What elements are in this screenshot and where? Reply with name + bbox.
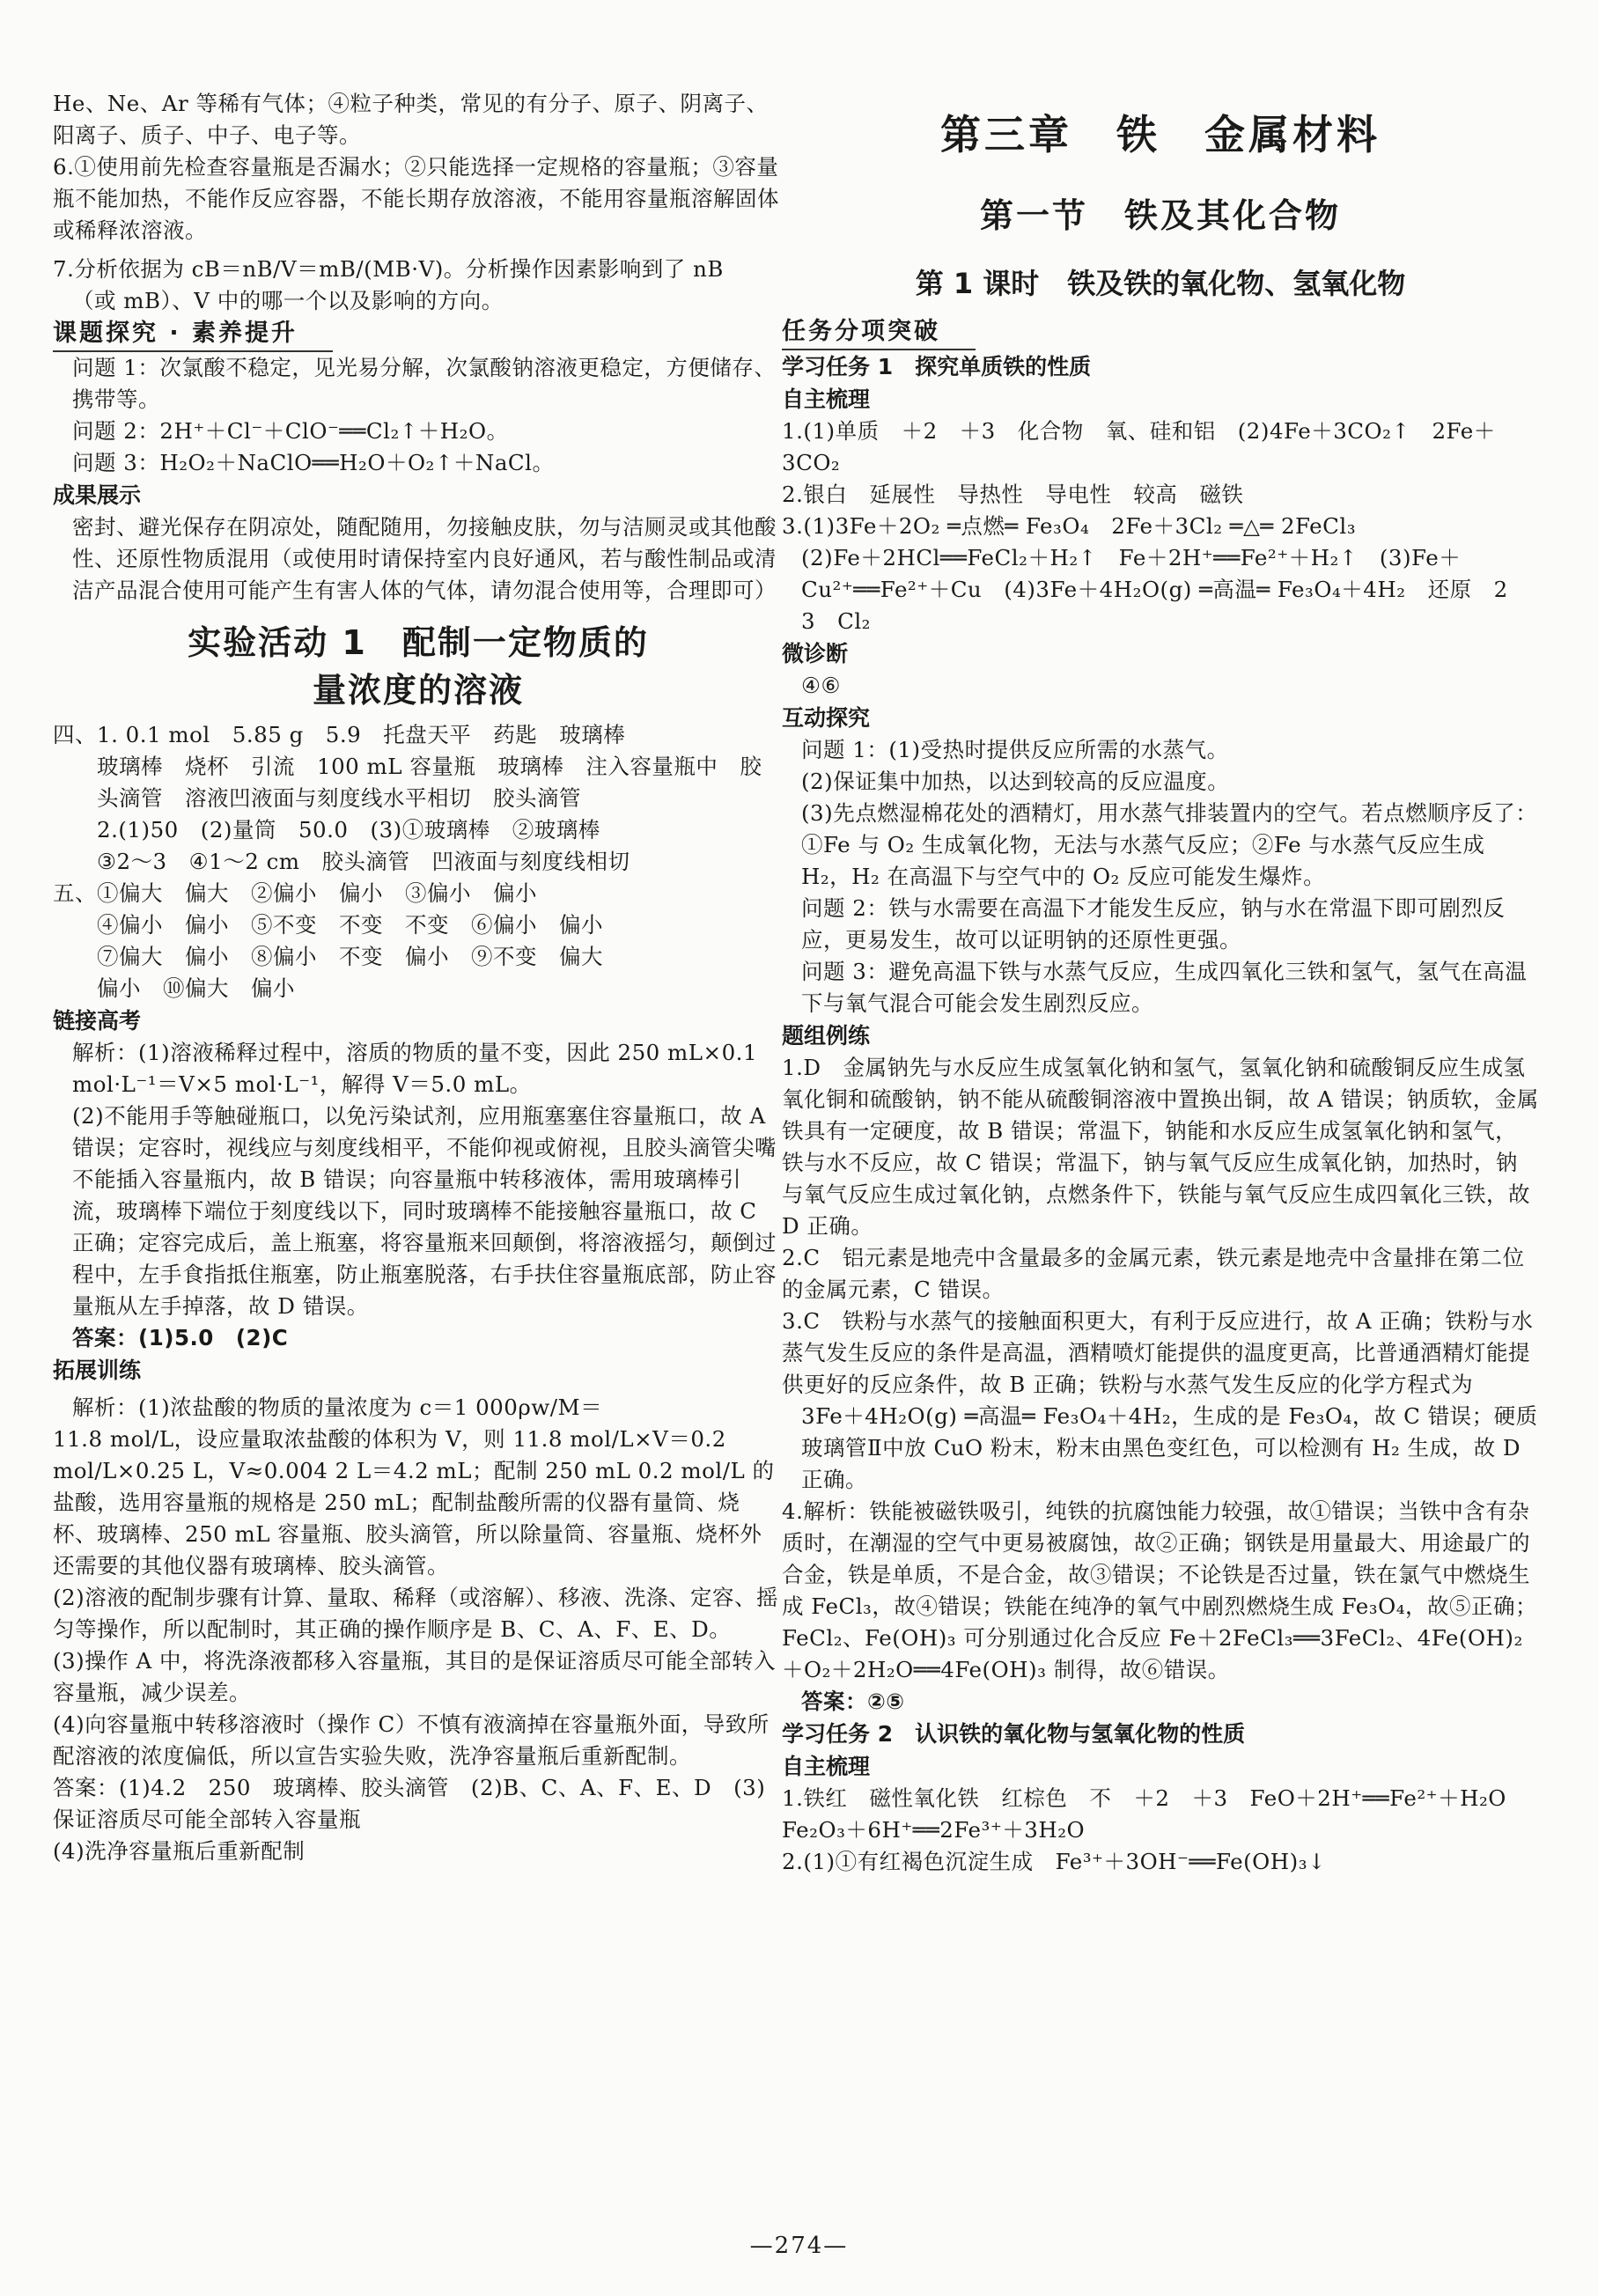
banner-task-breakdown <box>782 315 1539 350</box>
left-five-2: ④偏小 偏小 ⑤不变 不变 不变 ⑥偏小 偏小 <box>97 912 603 938</box>
right-d2: 2.C 铝元素是地壳中含量最多的金属元素，铁元素是地壳中含量排在第二位的金属元素，C 错误。 <box>782 1245 1525 1302</box>
left-q1: 问题 1：次氯酸不稳定，见光易分解，次氯酸钠溶液更稳定，方便储存、携带等。 <box>72 355 777 412</box>
right-iq2: 问题 2：铁与水需要在高温下才能发生反应，钠与水在常温下即可剧烈反应，更易发生，故可以证明钠的还原性更强。 <box>801 895 1506 953</box>
heading-micro-diagnosis: 微诊断 <box>782 641 849 666</box>
left-ext-3: (3)操作 A 中，将洗涤液都移入容量瓶，其目的是保证溶质尽可能全部转入容量瓶，减少误差。 <box>53 1648 776 1705</box>
section-title: 第一节 铁及其化合物 <box>979 196 1341 235</box>
banner-task-breakdown-label: 任务分项突破 <box>782 315 976 350</box>
left-four-3: 2.(1)50 (2)量筒 50.0 (3)①玻璃棒 ②玻璃棒 <box>97 817 600 843</box>
right-micro: ④⑥ <box>801 673 841 698</box>
heading-self-study-1: 自主梳理 <box>782 386 871 412</box>
left-four-2: 玻璃棒 烧杯 引流 100 mL 容量瓶 玻璃棒 注入容量瓶中 胶头滴管 溶液凹液面与刻度线水平相切 胶头滴管 <box>97 754 762 811</box>
left-column <box>53 88 784 1867</box>
left-p7b: （或 mB）、V 中的哪一个以及影响的方向。 <box>72 288 504 313</box>
right-iq1: 问题 1：(1)受热时提供反应所需的水蒸气。 <box>801 737 1229 762</box>
right-s3a: 3.(1)3Fe＋2O₂ ═点燃═ Fe₃O₄ 2Fe＋3Cl₂ ═△═ 2FeCl₃ <box>782 513 1357 539</box>
left-five-3: ⑦偏大 偏小 ⑧偏小 不变 偏小 ⑨不变 偏大 <box>97 944 603 969</box>
right-iq1b: (2)保证集中加热，以达到较高的反应温度。 <box>801 769 1230 794</box>
page-number: —274— <box>749 2233 849 2259</box>
right-d1: 1.D 金属钠先与水反应生成氢氧化钠和氢气，氢氧化钠和硫酸铜反应生成氢氧化铜和硫酸钠，钠不能从硫酸铜溶液中置换出铜，故 A 错误；钠质软，金属铁具有一定硬度，故 B 错误；常温下，钠能和水反应生成氢氧化钠和氢气，铁与水不反应，故 C 错误；常温下，钠与氧气反应生成氧化钠，加热时，钠与氧气反应生成过氧化钠，点燃条件下，铁能与氧气反应生成四氧化三铁，故 D 正确。 <box>782 1055 1539 1239</box>
right-d4: 4.解析：铁能被磁铁吸引，纯铁的抗腐蚀能力较强，故①错误；当铁中含有杂质时，在潮湿的空气中更易被腐蚀，故②正确；钢铁是用量最大、用途最广的合金，铁是单质，不是合金，故③错误；不论铁是否过量，铁在氯气中燃烧生成 FeCl₃，故④错误；铁能在纯净的氧气中剧烈燃烧生成 Fe₃O₄，故⑤正确；FeCl₂、Fe(OH)₃ 可分别通过化合反应 Fe＋2FeCl₃══3FeCl₂、4Fe(OH)₂＋O₂＋2H₂O══4Fe(OH)₃ 制得，故⑥错误。 <box>782 1498 1538 1682</box>
left-p6: 6.①使用前先检查容量瓶是否漏水；②只能选择一定规格的容量瓶；③容量瓶不能加热，不能作反应容器，不能长期存放溶液，不能用容量瓶溶解固体或稀释浓溶液。 <box>53 154 779 243</box>
left-four-1: 四、1. 0.1 mol 5.85 g 5.9 托盘天平 药匙 玻璃棒 <box>53 722 626 747</box>
right-column <box>782 88 1539 1878</box>
heading-extension: 拓展训练 <box>53 1358 142 1383</box>
left-ext-answer-2: (4)洗净容量瓶后重新配制 <box>53 1838 306 1864</box>
right-iq1c: (3)先点燃湿棉花处的酒精灯，用水蒸气排装置内的空气。若点燃顺序反了：①Fe 与 O₂ 生成氧化物，无法与水蒸气反应；②Fe 与水蒸气反应生成 H₂，H₂ 在高温下与空气中的 O₂ 反应可能发生爆炸。 <box>801 800 1538 889</box>
left-q2: 问题 2：2H⁺＋Cl⁻＋ClO⁻══Cl₂↑＋H₂O。 <box>72 418 509 444</box>
left-four-4: ③2～3 ④1～2 cm 胶头滴管 凹液面与刻度线相切 <box>97 849 630 874</box>
right-t1: 1.铁红 磁性氧化铁 红棕色 不 ＋2 ＋3 FeO＋2H⁺══Fe²⁺＋H₂O Fe₂O₃＋6H⁺══2Fe³⁺＋3H₂O <box>782 1785 1528 1843</box>
left-p-noble-gas: He、Ne、Ar 等稀有气体；④粒子种类，常见的有分子、原子、阴离子、阳离子、质子、中子、电子等。 <box>53 91 769 148</box>
right-s3b: (2)Fe＋2HCl══FeCl₂＋H₂↑ Fe＋2H⁺══Fe²⁺＋H₂↑ (3)Fe＋Cu²⁺══Fe²⁺＋Cu (4)3Fe＋4H₂O(g) ═高温═ Fe₃O₄＋4H₂ 还原 2 3 Cl₂ <box>801 545 1530 634</box>
right-d3b: 3Fe＋4H₂O(g) ═高温═ Fe₃O₄＋4H₂，生成的是 Fe₃O₄，故 C 错误；硬质玻璃管Ⅱ中放 CuO 粉末，粉末由黑色变红色，可以检测有 H₂ 生成，故 D 正确。 <box>801 1403 1538 1492</box>
banner-topic-inquiry-label: 课题探究 · 素养提升 <box>53 317 333 352</box>
heading-interactive: 互动探究 <box>782 705 871 731</box>
left-five-1: 五、①偏大 偏大 ②偏小 偏小 ③偏小 偏小 <box>53 880 537 906</box>
heading-results: 成果展示 <box>53 482 142 508</box>
heading-link-exam: 链接高考 <box>53 1008 142 1034</box>
banner-topic-inquiry <box>53 317 784 352</box>
heading-task-1: 学习任务 1 探究单质铁的性质 <box>782 354 1092 379</box>
heading-self-study-2: 自主梳理 <box>782 1754 871 1779</box>
left-ext-2: (2)溶液的配制步骤有计算、量取、稀释（或溶解）、移液、洗涤、定容、摇匀等操作，所以配制时，其正确的操作顺序是 B、C、A、F、E、D。 <box>53 1585 778 1642</box>
left-five-4: 偏小 ⑩偏大 偏小 <box>97 975 295 1001</box>
activity-title-line2: 量浓度的溶液 <box>312 671 524 710</box>
heading-drill: 题组例练 <box>782 1023 871 1049</box>
left-link-answer: 答案：(1)5.0 (2)C <box>72 1325 289 1350</box>
lesson-title: 第 1 课时 铁及铁的氧化物、氢氧化物 <box>915 267 1406 300</box>
heading-task-2: 学习任务 2 认识铁的氧化物与氢氧化物的性质 <box>782 1721 1246 1747</box>
left-results: 密封、避光保存在阴凉处，随配随用，勿接触皮肤，勿与洁厕灵或其他酸性、还原性物质混用（或使用时请保持室内良好通风，若与酸性制品或清洁产品混合使用可能产生有害人体的气体，请勿混合使用等，合理即可） <box>72 514 777 603</box>
left-ext-1b: 11.8 mol/L，设应量取浓盐酸的体积为 V，则 11.8 mol/L×V＝0.2 mol/L×0.25 L，V≈0.004 2 L＝4.2 mL；配制 250 mL 0.2 mol/L 的盐酸，选用容量瓶的规格是 250 mL；配制盐酸所需的仪器有量筒、烧杯、玻璃棒、250 mL 容量瓶、胶头滴管，所以除量筒、容量瓶、烧杯外还需要的其他仪器有玻璃棒、胶头滴管。 <box>53 1426 775 1578</box>
right-iq3: 问题 3：避免高温下铁与水蒸气反应，生成四氧化三铁和氢气，氢气在高温下与氧气混合可能会发生剧烈反应。 <box>801 959 1528 1016</box>
left-q3: 问题 3：H₂O₂＋NaClO══H₂O＋O₂↑＋NaCl。 <box>72 450 555 475</box>
left-ext-answer-1: 答案：(1)4.2 250 玻璃棒、胶头滴管 (2)B、C、A、F、E、D (3)保证溶质尽可能全部转入容量瓶 <box>53 1775 766 1832</box>
left-ext-4: (4)向容量瓶中转移溶液时（操作 C）不慎有液滴掉在容量瓶外面，导致所配溶液的浓度偏低，所以宣告实验失败，洗净容量瓶后重新配制。 <box>53 1711 770 1769</box>
right-d4-answer: 答案：②⑤ <box>801 1689 905 1714</box>
right-t2: 2.(1)①有红褐色沉淀生成 Fe³⁺＋3OH⁻══Fe(OH)₃↓ <box>782 1849 1327 1874</box>
left-p7a: 7.分析依据为 cB＝nB/V＝mB/(MB·V)。分析操作因素影响到了 nB <box>53 256 724 282</box>
left-link-1: 解析：(1)溶液稀释过程中，溶质的物质的量不变，因此 250 mL×0.1 mol·L⁻¹＝V×5 mol·L⁻¹，解得 V＝5.0 mL。 <box>72 1040 758 1097</box>
right-d3: 3.C 铁粉与水蒸气的接触面积更大，有利于反应进行，故 A 正确；铁粉与水蒸气发生反应的条件是高温，酒精喷灯能提供的温度更高，比普通酒精灯能提供更好的反应条件，故 B 正确；铁粉与水蒸气发生反应的化学方程式为 <box>782 1308 1534 1397</box>
right-s2: 2.银白 延展性 导热性 导电性 较高 磁铁 <box>782 482 1244 507</box>
left-ext-1a: 解析：(1)浓盐酸的物质的量浓度为 c＝1 000ρw/M＝ <box>72 1395 603 1420</box>
chapter-title: 第三章 铁 金属材料 <box>940 111 1381 158</box>
left-link-2: (2)不能用手等触碰瓶口，以免污染试剂，应用瓶塞塞住容量瓶口，故 A 错误；定容时，视线应与刻度线相平，不能仰视或俯视，且胶头滴管尖嘴不能插入容量瓶内，故 B 错误；向容量瓶中转移液体，需用玻璃棒引流，玻璃棒下端位于刻度线以下，同时玻璃棒不能接触容量瓶口，故 C 正确；定容完成后，盖上瓶塞，将容量瓶来回颠倒，将溶液摇匀，颠倒过程中，左手食指抵住瓶塞，防止瓶塞脱落，右手扶住容量瓶底部，防止容量瓶从左手掉落，故 D 错误。 <box>72 1103 777 1319</box>
activity-title-line1: 实验活动 1 配制一定物质的 <box>188 623 649 662</box>
activity-title <box>53 619 784 714</box>
right-s1: 1.(1)单质 ＋2 ＋3 化合物 氧、硅和铝 (2)4Fe＋3CO₂↑ 2Fe＋3CO₂ <box>782 418 1496 475</box>
